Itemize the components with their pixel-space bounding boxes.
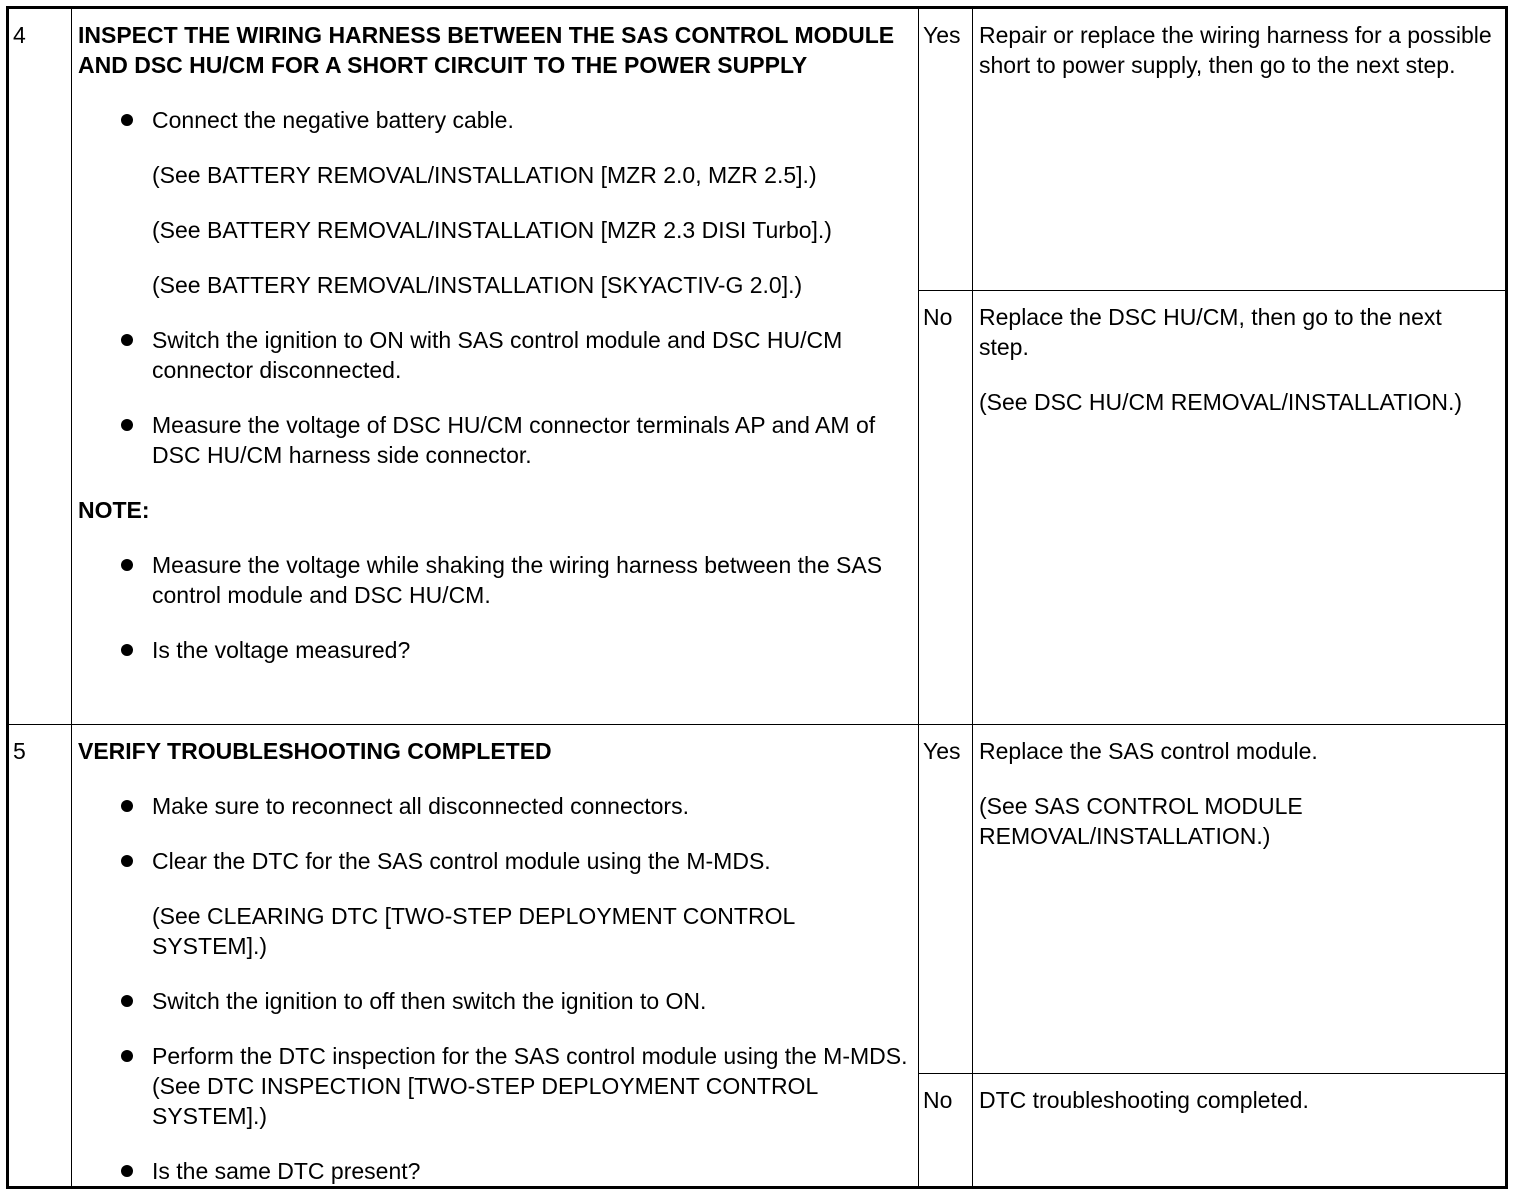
- bullet-icon: [121, 855, 133, 867]
- step-5-number: 5: [8, 725, 72, 1188]
- list-item: [78, 410, 910, 470]
- result-text: Replace the SAS control module.: [979, 738, 1318, 764]
- list-item: [78, 846, 910, 961]
- list-item: [78, 550, 910, 610]
- step-5-yes-label: Yes: [919, 725, 973, 1074]
- bullet-icon: [121, 559, 133, 571]
- step-4-no-label: No: [919, 291, 973, 725]
- step-5-no-label: No: [919, 1074, 973, 1188]
- list-item: [78, 325, 910, 385]
- bullet-icon: [121, 800, 133, 812]
- result-text: Replace the DSC HU/CM, then go to the next step.: [979, 304, 1442, 360]
- bullet-icon: [121, 1050, 133, 1062]
- list-item: [78, 791, 910, 821]
- bullet-text: Measure the voltage of DSC HU/CM connector terminals AP and AM of DSC HU/CM harness side connector.: [152, 412, 876, 468]
- step-4-yes-row: [8, 8, 1507, 291]
- bullet-icon: [121, 334, 133, 346]
- step-4-bullets: [78, 105, 910, 470]
- bullet-text: Measure the voltage while shaking the wiring harness between the SAS control module and DSC HU/CM.: [152, 552, 883, 608]
- step-5-yes-row: [8, 725, 1507, 1074]
- step-4-number: 4: [8, 8, 72, 725]
- result-text: (See SAS CONTROL MODULE REMOVAL/INSTALLATION.): [979, 793, 1303, 849]
- list-item: [78, 105, 910, 300]
- bullet-icon: [121, 114, 133, 126]
- list-item: [78, 635, 910, 665]
- reference-text: (See BATTERY REMOVAL/INSTALLATION [MZR 2.0, MZR 2.5].): [152, 162, 817, 188]
- step-4-action: [72, 8, 919, 725]
- bullet-text: Is the voltage measured?: [152, 637, 411, 663]
- reference-text: (See CLEARING DTC [TWO-STEP DEPLOYMENT CONTROL SYSTEM].): [152, 903, 795, 959]
- reference-text: (See BATTERY REMOVAL/INSTALLATION [MZR 2.3 DISI Turbo].): [152, 217, 832, 243]
- troubleshooting-table: [6, 6, 1508, 1189]
- list-item: [78, 986, 910, 1016]
- step-5-yes-result: [973, 725, 1507, 1074]
- result-text: (See DSC HU/CM REMOVAL/INSTALLATION.): [979, 389, 1463, 415]
- step-5-bullets: [78, 791, 910, 1186]
- step-4-title: INSPECT THE WIRING HARNESS BETWEEN THE SAS CONTROL MODULE AND DSC HU/CM FOR A SHORT CIRCUIT TO THE POWER SUPPLY: [78, 22, 895, 78]
- bullet-icon: [121, 419, 133, 431]
- bullet-icon: [121, 995, 133, 1007]
- bullet-text: Clear the DTC for the SAS control module using the M-MDS.: [152, 848, 771, 874]
- step-4-yes-label: Yes: [919, 8, 973, 291]
- note-bullets: [78, 550, 910, 665]
- list-item: [78, 1156, 910, 1186]
- step-5-no-result: [973, 1074, 1507, 1188]
- step-5-action: [72, 725, 919, 1188]
- bullet-text: Is the same DTC present?: [152, 1158, 421, 1184]
- result-text: DTC troubleshooting completed.: [979, 1087, 1309, 1114]
- reference-text: (See BATTERY REMOVAL/INSTALLATION [SKYACTIV-G 2.0].): [152, 272, 803, 298]
- bullet-text: Switch the ignition to off then switch the ignition to ON.: [152, 988, 707, 1014]
- bullet-icon: [121, 1165, 133, 1177]
- step-5-title: VERIFY TROUBLESHOOTING COMPLETED: [78, 738, 552, 764]
- bullet-text: Perform the DTC inspection for the SAS control module using the M-MDS. (See DTC INSPECTION [TWO-STEP DEPLOYMENT CONTROL SYSTEM].): [152, 1043, 908, 1129]
- step-4-yes-result: [973, 8, 1507, 291]
- bullet-icon: [121, 644, 133, 656]
- note-label: NOTE:: [78, 497, 150, 523]
- step-4-no-result: [973, 291, 1507, 725]
- result-text: Repair or replace the wiring harness for a possible short to power supply, then go to the next step.: [979, 22, 1492, 78]
- list-item: [78, 1041, 910, 1131]
- bullet-text: Connect the negative battery cable.: [152, 107, 514, 133]
- bullet-text: Switch the ignition to ON with SAS control module and DSC HU/CM connector disconnected.: [152, 327, 843, 383]
- bullet-text: Make sure to reconnect all disconnected connectors.: [152, 793, 689, 819]
